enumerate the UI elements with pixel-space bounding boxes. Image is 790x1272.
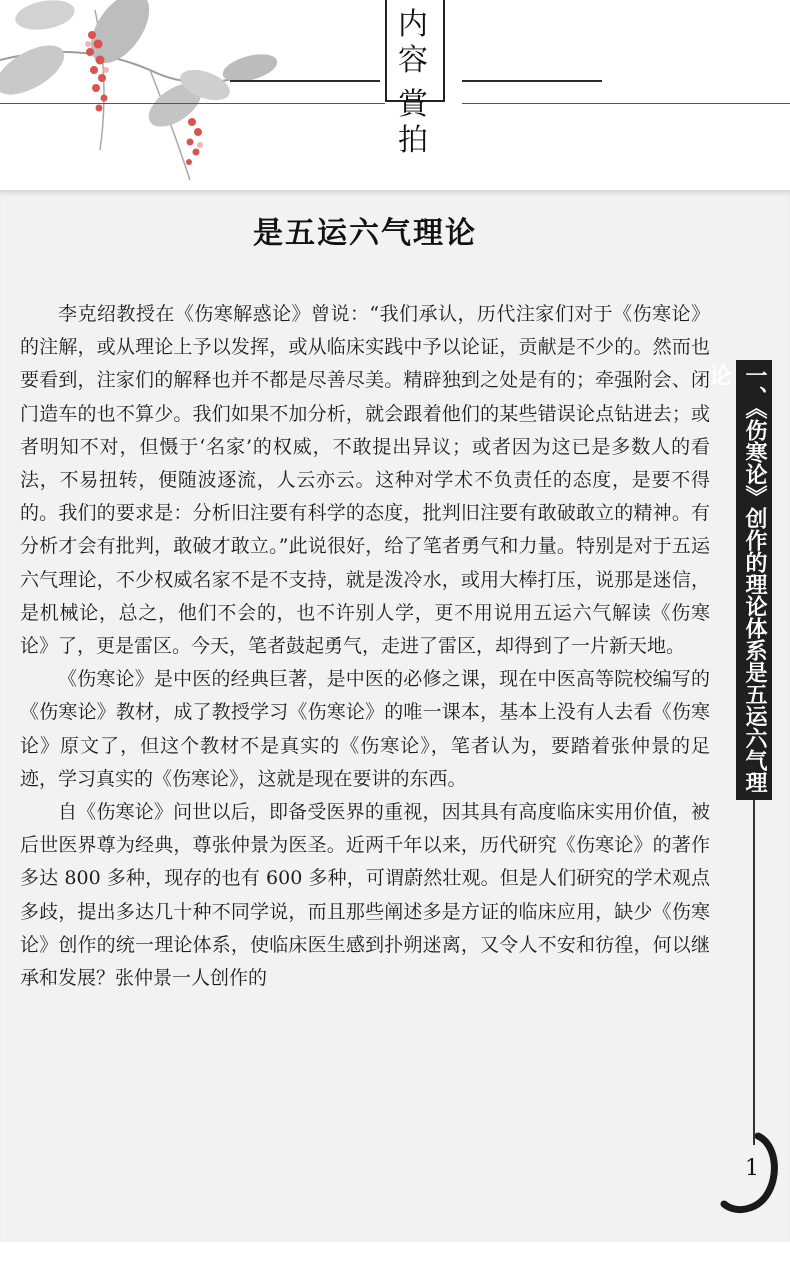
header-rule-right (462, 80, 602, 82)
body-text (20, 298, 710, 995)
side-rule (753, 800, 755, 1145)
page-body (0, 190, 790, 1242)
branch-decoration-icon (0, 0, 300, 190)
header-rule-right-thin (462, 103, 790, 104)
header-rule-left (230, 80, 380, 82)
bottom-margin (0, 1242, 790, 1272)
paragraph-3: 自《伤寒论》问世以后，即备受医界的重视，因其具有高度临床实用价值，被后世医界尊为经典，尊张仲景为医圣。近两千年以来，历代研究《伤寒论》的著作多达 800 多种，现存的也有 600 多种，可谓蔚然壮观。但是人们研究的学术观点多歧，提出多达几十种不同学说，而且那些阐述多是方证的临床应用，缺少《伤寒论》创作的统一理论体系，使临床医生感到扑朔迷离，又令人不安和彷徨，何以继承和发展？张仲景一人创作的 (20, 801, 710, 990)
header-rule-left-thin (0, 103, 385, 104)
chapter-side-tab (706, 360, 772, 800)
section-title: 是五运六气理论 (253, 216, 477, 251)
chapter-side-tab-text: 一、《伤寒论》创作的理论体系是五运六气理论 (706, 364, 767, 793)
paragraph-1: 李克绍教授在《伤寒解惑论》曾说：“我们承认，历代注家们对于《伤寒论》的注解，或从理论上予以发挥，或从临床实践中予以论证，贡献是不少的。然而也要看到，注家们的解释也并不都是尽善尽美。精辟独到之处是有的；牵强附会、闭门造车的也不算少。我们如果不加分析，就会跟着他们的某些错误论点钻进去；或者明知不对，但慑于‘名家’的权威，不敢提出异议；或者因为这已是多数人的看法，不易扭转，便随波逐流，人云亦云。这种对学术不负责任的态度，是要不得的。我们的要求是：分析旧注要有科学的态度，批判旧注要有敢破敢立的精神。有分析才会有批判，敢破才敢立。”此说很好，给了笔者勇气和力量。特别是对于五运六气理论，不少权威名家不是不支持，就是泼冷水，或用大棒打压，说那是迷信，是机械论，总之，他们不会的，也不许别人学，更不用说用五运六气解读《伤寒论》了，更是雷区。今天，笔者鼓起勇气，走进了雷区，却得到了一片新天地。 (20, 303, 710, 658)
header-char-4: 拍 (398, 123, 428, 158)
page-number: 1 (745, 1156, 759, 1181)
header-char-2: 容 (398, 43, 428, 78)
paragraph-2: 《伤寒论》是中医的经典巨著，是中医的必修之课，现在中医高等院校编写的《伤寒论》教材，成了教授学习《伤寒论》的唯一课本，基本上没有人去看《伤寒论》原文了，但这个教材不是真实的《伤寒论》，笔者认为，要踏着张仲景的足迹，学习真实的《伤寒论》，这就是现在要讲的东西。 (20, 668, 710, 790)
header-char-3: 賞 (398, 87, 428, 122)
header-char-1: 内 (398, 7, 428, 42)
header-banner (0, 0, 790, 190)
